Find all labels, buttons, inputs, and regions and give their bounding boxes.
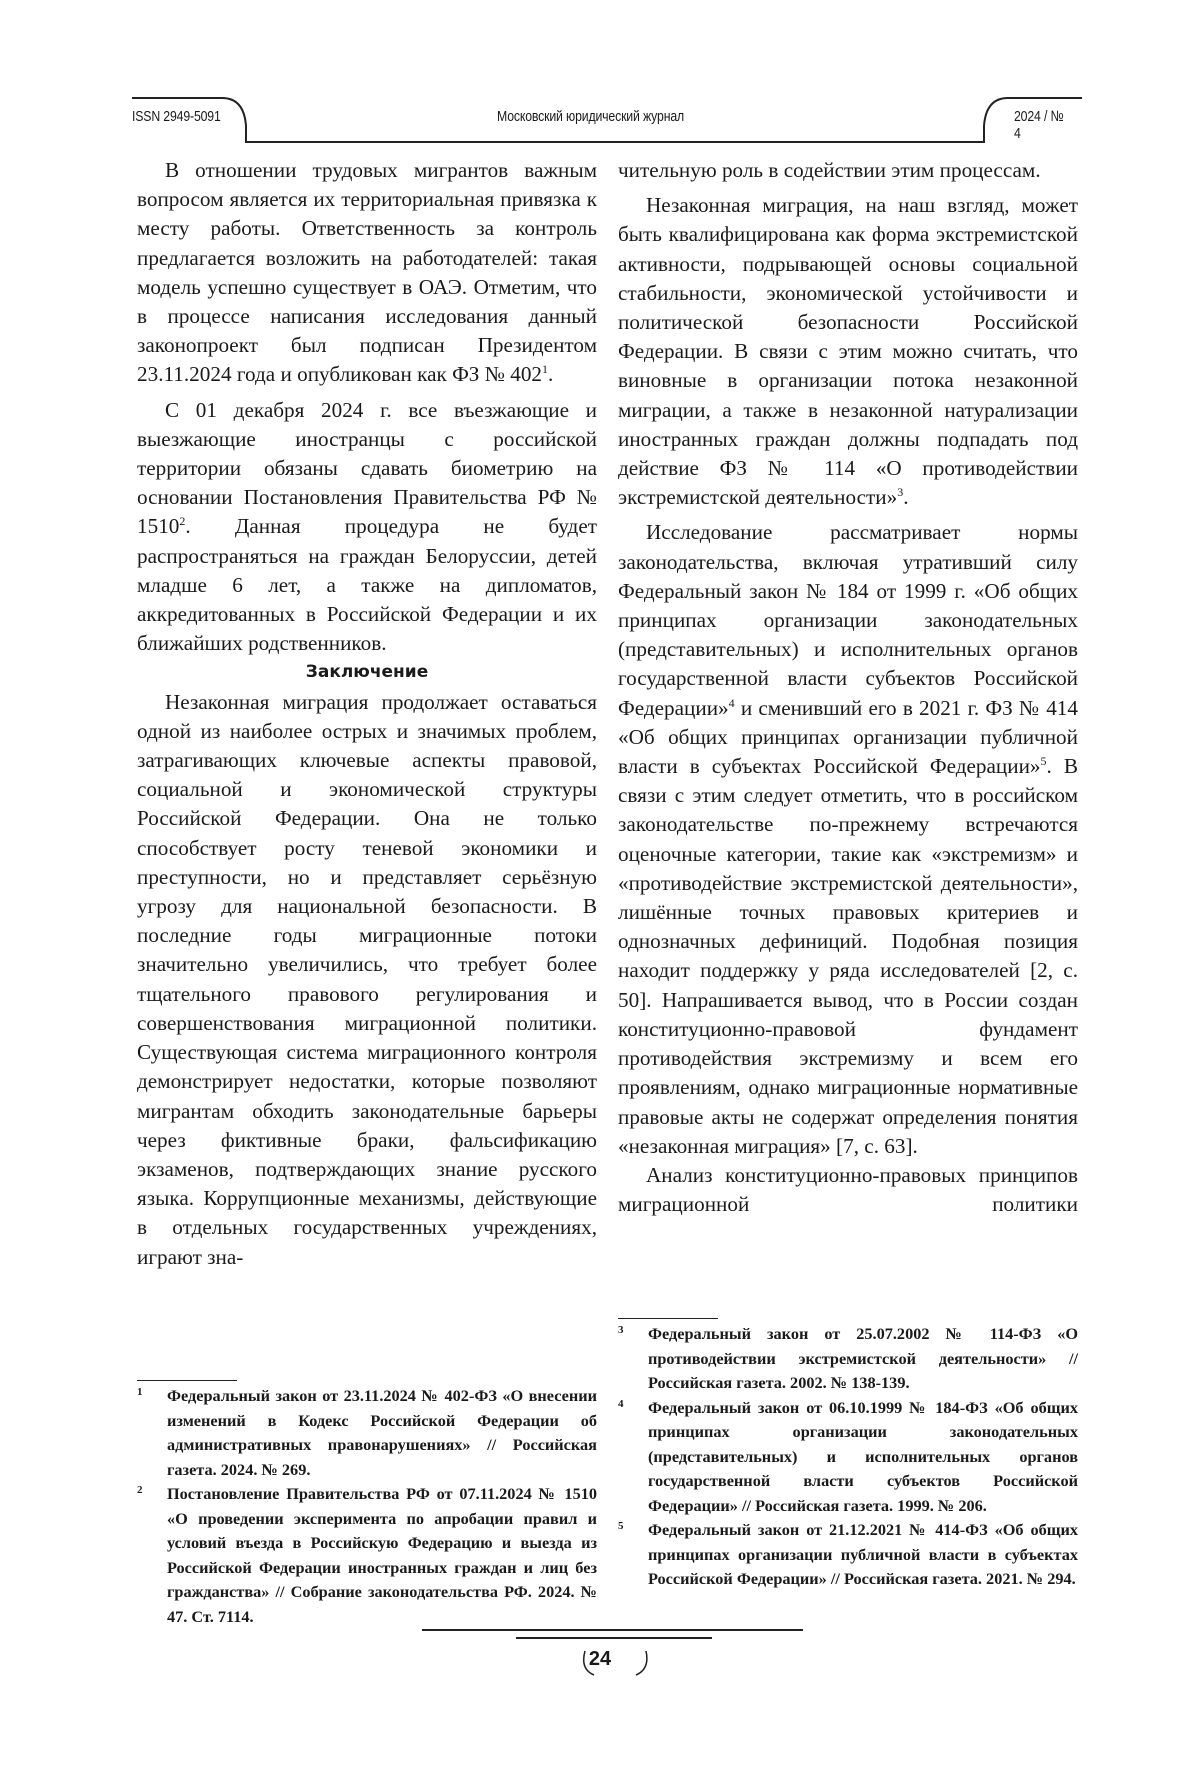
section-heading: Заключение	[137, 658, 597, 687]
left-column	[137, 156, 597, 1272]
footnote-divider	[618, 1318, 718, 1319]
footnote: 1 Федеральный закон от 23.11.2024 № 402-ФЗ «О внесении изменений в Кодекс Российской Федерации об административных правонарушениях» // Российская газета. 2024. № 269.	[137, 1384, 597, 1482]
paragraph: Анализ конституционно-правовых принципов миграционной политики	[618, 1161, 1078, 1219]
journal-title: Московский юридический журнал	[497, 108, 684, 125]
footnote: 5 Федеральный закон от 21.12.2021 № 414-ФЗ «Об общих принципах организации публичной власти в субъектах Российской Федерации» // Российская газета. 2021. № 294.	[618, 1518, 1078, 1592]
footnote: 3 Федеральный закон от 25.07.2002 № 114-ФЗ «О противодействии экстремистской деятельности» // Российская газета. 2002. № 138-139.	[618, 1322, 1078, 1396]
paragraph: Незаконная миграция, на наш взгляд, может быть квалифицирована как форма экстремистской активности, подрывающей основы социальной стабильности, экономической устойчивости и политической безопасности Российской Федерации. В связи с этим можно считать, что виновные в организации потока незаконной миграции, а также в незаконной натурализации иностранных граждан должны подпадать под действие ФЗ № 114 «О противодействии экстремистской деятельности»3.	[618, 191, 1078, 512]
paragraph: Незаконная миграция продолжает оставаться одной из наиболее острых и значимых проблем, затрагивающих ключевые аспекты правовой, социальной и экономической структуры Российской Федерации. Она не только способствует росту теневой экономики и преступности, но и представляет серьёзную угрозу для национальной безопасности. В последние годы миграционные потоки значительно увеличились, что требует более тщательного правового регулирования и совершенствования миграционной политики. Существующая система миграционного контроля демонстрирует недостатки, которые позволяют мигрантам обходить законодательные барьеры через фиктивные браки, фальсификацию экзаменов, подтверждающих знание русского языка. Коррупционные механизмы, действующие в отдельных государственных учреждениях, играют зна-	[137, 688, 597, 1272]
paragraph: В отношении трудовых мигрантов важным вопросом является их территориальная привязка к месту работы. Ответственность за контроль предлагается возложить на работодателей: такая модель успешно существует в ОАЭ. Отметим, что в процессе написания исследования данный законопроект был подписан Президентом 23.11.2024 года и опубликован как ФЗ № 4021.	[137, 156, 597, 390]
footnote-ref[interactable]: 2	[179, 514, 185, 528]
footnote-divider	[137, 1380, 237, 1381]
footnotes-right	[618, 1322, 1078, 1592]
paragraph: С 01 декабря 2024 г. все въезжающие и выезжающие иностранцы с российской территории обязаны сдавать биометрию на основании Постановления Правительства РФ № 15102. Данная процедура не будет распространяться на граждан Белоруссии, детей младше 6 лет, а также на дипломатов, аккредитованных в Российской Федерации и их ближайших родственников.	[137, 396, 597, 659]
paragraph: Исследование рассматривает нормы законодательства, включая утративший силу Федеральный закон № 184 от 1999 г. «Об общих принципах организации законодательных (представительных) и исполнительных органов государственной власти субъектов Российской Федерации»4 и сменивший его в 2021 г. ФЗ № 414 «Об общих принципах организации публичной власти в субъектах Российской Федерации»5. В связи с этим следует отметить, что в российском законодательстве по-прежнему встречаются оценочные категории, такие как «экстремизм» и «противодействие экстремистской деятельности», лишённые точных правовых критериев и однозначных дефиниций. Подобная позиция находит поддержку у ряда исследователей [2, с. 50]. Напрашивается вывод, что в России создан конституционно-правовой фундамент противодействия экстремизму и всем его проявлениям, однако миграционные нормативные правовые акты не содержат определения понятия «незаконная миграция» [7, с. 63].	[618, 518, 1078, 1160]
paragraph: чительную роль в содействии этим процессам.	[618, 156, 1078, 185]
page-number: 24	[0, 1648, 1200, 1671]
footnote: 2 Постановление Правительства РФ от 07.11.2024 № 1510 «О проведении эксперимента по апробации правил и условий въезда в Российскую Федерацию и выезда из Российской Федерации иностранных граждан и лиц без гражданства» // Собрание законодательства РФ. 2024. № 47. Ст. 7114.	[137, 1482, 597, 1629]
right-column	[618, 156, 1078, 1219]
issue-number: 2024 / № 4	[1014, 108, 1070, 142]
footnote-ref[interactable]: 3	[897, 485, 903, 499]
running-header	[132, 96, 1082, 146]
footnotes-left	[137, 1384, 597, 1629]
footnote: 4 Федеральный закон от 06.10.1999 № 184-ФЗ «Об общих принципах организации законодательных (представительных) и исполнительных органов государственной власти субъектов Российской Федерации» // Российская газета. 1999. № 206.	[618, 1396, 1078, 1519]
footnote-ref[interactable]: 5	[1041, 754, 1047, 768]
issn: ISSN 2949-5091	[132, 108, 221, 125]
footnote-ref[interactable]: 1	[542, 362, 548, 376]
footnote-ref[interactable]: 4	[729, 696, 735, 710]
